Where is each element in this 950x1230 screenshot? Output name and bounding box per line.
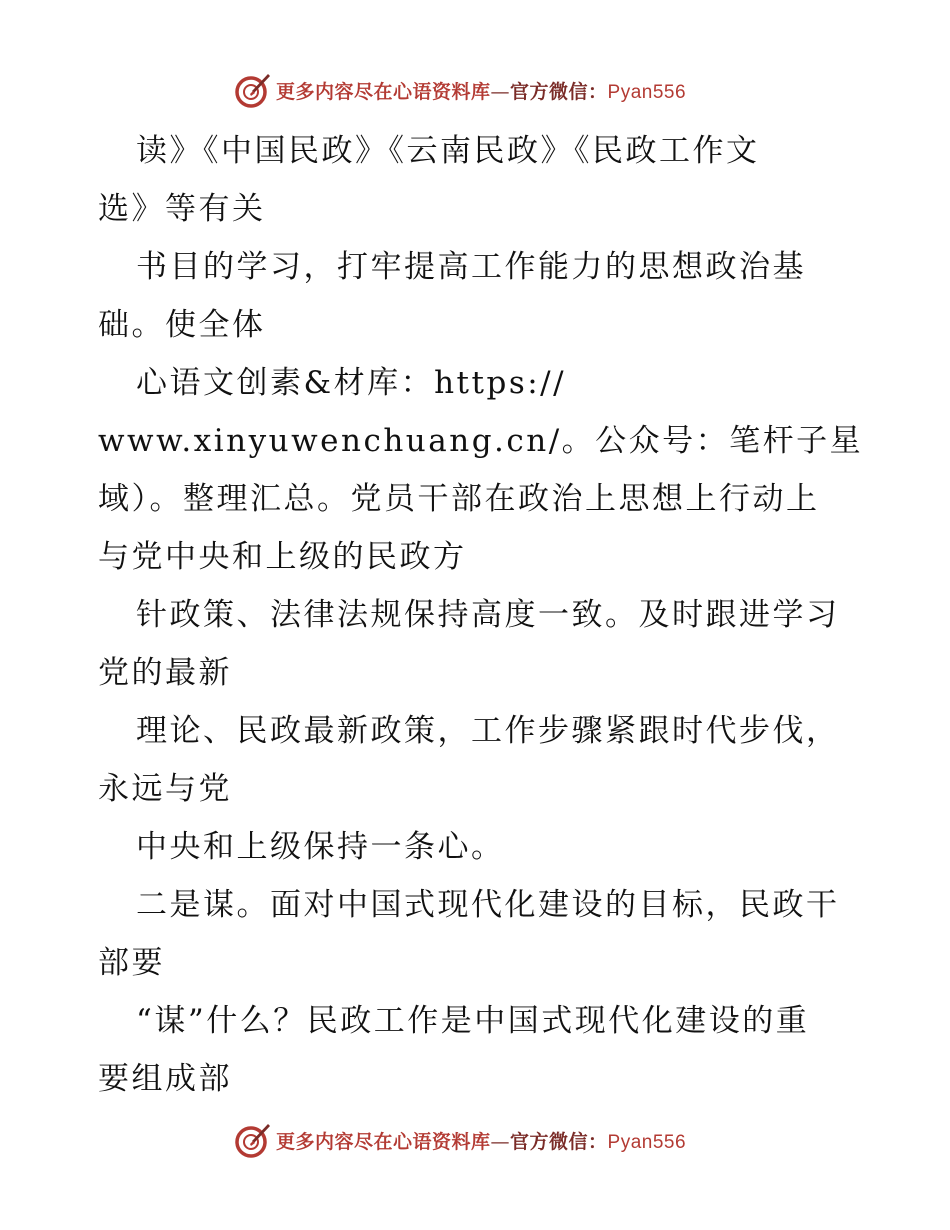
banner-text [276, 77, 686, 104]
text-line: 部要 [98, 945, 165, 981]
text-line: 理论、民政最新政策，工作步骤紧跟时代步伐， [136, 713, 840, 749]
banner-wechat-id: Pyan556 [607, 1131, 687, 1153]
document-body [98, 122, 864, 1108]
header-watermark-banner [232, 70, 686, 110]
quill-pen-logo-icon [232, 70, 272, 110]
text-line: 二是谋。面对中国式现代化建设的目标，民政干 [136, 887, 840, 923]
text-line: 与党中央和上级的民政方 [98, 539, 467, 575]
text-line: 要组成部 [98, 1061, 232, 1097]
banner-dash: — [490, 1130, 511, 1153]
text-line: “谋”什么？民政工作是中国式现代化建设的重 [136, 1003, 810, 1039]
quill-pen-logo-icon [232, 1120, 272, 1160]
text-line: 心语文创素&材库：https:// [136, 365, 567, 401]
text-line: 础。使全体 [98, 307, 266, 343]
banner-text [276, 1127, 686, 1154]
text-line: www.xinyuwenchuang.cn/。公众号：笔杆子星 [98, 423, 864, 459]
text-line: 党的最新 [98, 655, 232, 691]
banner-wechat-label: 官方微信： [510, 80, 608, 103]
banner-dash: — [490, 80, 511, 103]
footer-watermark-banner [232, 1120, 686, 1160]
text-line: 书目的学习，打牢提高工作能力的思想政治基 [136, 249, 806, 285]
banner-library-name: 更多内容尽在心语资料库 [276, 80, 491, 103]
text-line: 中央和上级保持一条心。 [136, 829, 505, 865]
text-line: 永远与党 [98, 771, 232, 807]
banner-library-name: 更多内容尽在心语资料库 [276, 1130, 491, 1153]
text-line: 读》《中国民政》《云南民政》《民政工作文 [136, 133, 760, 169]
banner-wechat-id: Pyan556 [607, 81, 687, 103]
text-line: 域）。整理汇总。党员干部在政治上思想上行动上 [98, 481, 820, 517]
banner-wechat-label: 官方微信： [510, 1130, 608, 1153]
text-line: 针政策、法律法规保持高度一致。及时跟进学习 [136, 597, 840, 633]
text-line: 选》等有关 [98, 191, 266, 227]
